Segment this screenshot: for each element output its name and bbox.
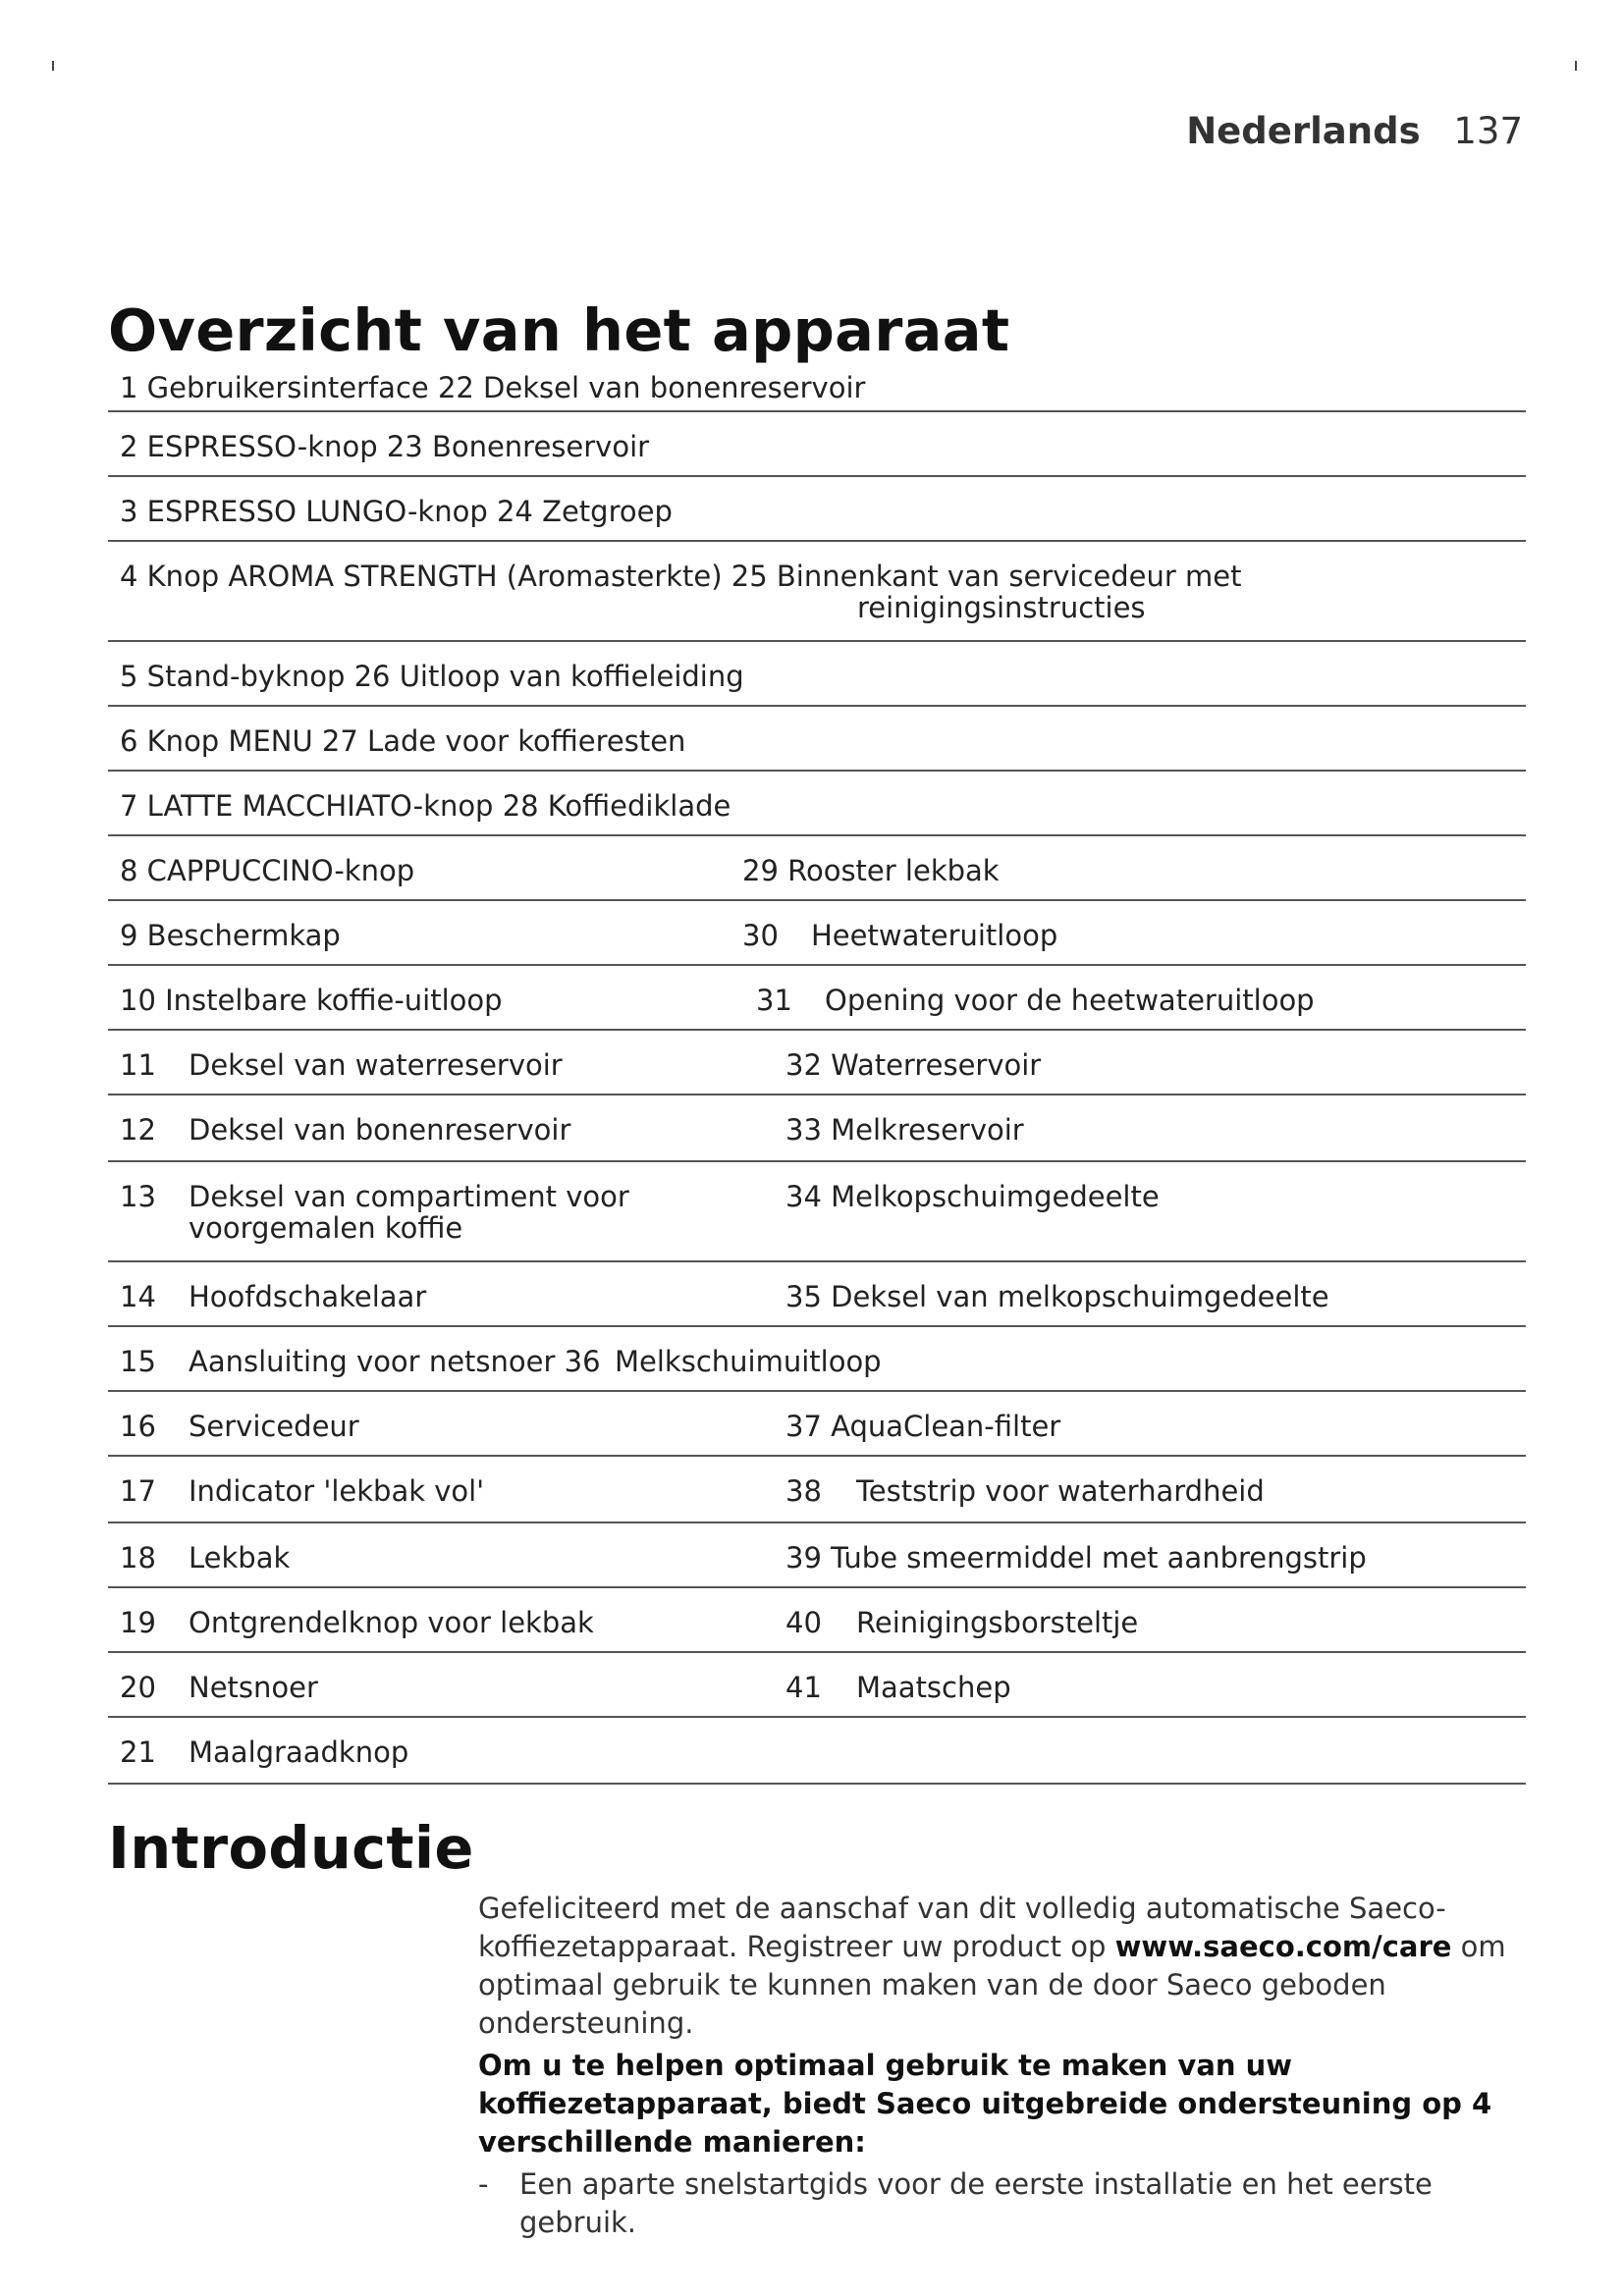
table-row (108, 371, 1526, 412)
table-cell: Opening voor de heetwateruitloop (825, 984, 1315, 1017)
table-cell: Netsnoer (189, 1671, 318, 1704)
table-cell: Deksel van compartiment voor (189, 1180, 629, 1213)
table-cell: 14 (120, 1280, 156, 1313)
table-cell: 30 (742, 919, 779, 952)
table-cell: 17 (120, 1474, 156, 1508)
table-cell: Reinigingsborsteltje (856, 1606, 1139, 1639)
table-cell: Maatschep (856, 1671, 1011, 1704)
bullet-dash: - (478, 2167, 489, 2201)
intro-paragraph (478, 1890, 1539, 2043)
table-row (108, 1392, 1526, 1457)
overview-title: Overzicht van het apparaat (108, 296, 1010, 364)
table-cell: 18 (120, 1541, 156, 1575)
table-row (108, 412, 1526, 477)
table-row (108, 1653, 1526, 1718)
page-header (1186, 110, 1523, 152)
table-cell: 12 (120, 1113, 156, 1147)
table-cell: Lekbak (189, 1541, 291, 1575)
crop-mark-right (1575, 61, 1577, 71)
table-cell: 11 (120, 1048, 156, 1082)
table-cell: Heetwateruitloop (811, 919, 1058, 952)
table-row (108, 836, 1526, 901)
table-cell: 5 Stand-byknop 26 Uitloop van koffieleiding (120, 660, 744, 693)
table-row (108, 477, 1526, 542)
intro-bold-paragraph: Om u te helpen optimaal gebruik te maken van uw koffiezetapparaat, biedt Saeco uitgebreide ondersteuning op 4 verschillende manieren: (478, 2049, 1492, 2159)
intro-link[interactable]: www.saeco.com/care (1114, 1930, 1452, 1963)
table-cell: 39 Tube smeermiddel met aanbrengstrip (785, 1541, 1367, 1575)
table-cell: 2 ESPRESSO-knop 23 Bonenreservoir (120, 430, 650, 463)
table-cell: 33 Melkreservoir (785, 1113, 1024, 1147)
intro-body (478, 1890, 1539, 2242)
table-cell: 8 CAPPUCCINO-knop (120, 854, 415, 887)
table-cell: 41 (785, 1671, 822, 1704)
table-cell: reinigingsinstructies (857, 591, 1146, 624)
table-row (108, 772, 1526, 836)
table-cell: 31 (756, 984, 792, 1017)
table-row (108, 901, 1526, 966)
table-cell: 15 (120, 1345, 156, 1378)
table-row (108, 707, 1526, 772)
table-cell: 13 (120, 1180, 156, 1213)
table-row (108, 966, 1526, 1031)
table-cell: voorgemalen koffie (189, 1211, 463, 1245)
table-cell: 9 Beschermkap (120, 919, 341, 952)
table-row (108, 1718, 1526, 1785)
intro-bullet (478, 2165, 1539, 2242)
table-cell: 10 Instelbare koffie-uitloop (120, 984, 503, 1017)
bullet-text: Een aparte snelstartgids voor de eerste installatie en het eerste gebruik. (519, 2167, 1433, 2239)
table-row (108, 1523, 1526, 1588)
table-cell: 38 (785, 1474, 822, 1508)
table-cell: Teststrip voor waterhardheid (856, 1474, 1265, 1508)
table-cell: 34 Melkopschuimgedeelte (785, 1180, 1160, 1213)
table-cell: Maalgraadknop (189, 1735, 409, 1769)
table-cell: Hoofdschakelaar (189, 1280, 427, 1313)
table-cell: Ontgrendelknop voor lekbak (189, 1606, 594, 1639)
table-cell: Indicator 'lekbak vol' (189, 1474, 485, 1508)
table-cell: Aansluiting voor netsnoer 36 (189, 1345, 601, 1378)
table-cell: 3 ESPRESSO LUNGO-knop 24 Zetgroep (120, 495, 673, 528)
table-cell: 7 LATTE MACCHIATO-knop 28 Koffiediklade (120, 789, 731, 823)
table-row (108, 1031, 1526, 1095)
overview-table (108, 371, 1526, 1785)
table-row (108, 542, 1526, 642)
table-cell: 29 Rooster lekbak (742, 854, 1000, 887)
header-language: Nederlands (1186, 110, 1421, 152)
page-number: 137 (1453, 110, 1523, 152)
table-row (108, 1162, 1526, 1262)
table-row (108, 1588, 1526, 1653)
table-cell: Servicedeur (189, 1410, 359, 1443)
table-cell: 32 Waterreservoir (785, 1048, 1042, 1082)
intro-text-after: om optimaal gebruik te kunnen maken van de door Saeco geboden ondersteuning. (478, 1930, 1506, 2040)
table-cell: Deksel van bonenreservoir (189, 1113, 571, 1147)
table-cell: 40 (785, 1606, 822, 1639)
table-cell: Deksel van waterreservoir (189, 1048, 563, 1082)
table-row (108, 1262, 1526, 1327)
table-row (108, 1457, 1526, 1523)
table-cell: 16 (120, 1410, 156, 1443)
table-row (108, 1327, 1526, 1392)
table-cell: 35 Deksel van melkopschuimgedeelte (785, 1280, 1329, 1313)
table-row (108, 642, 1526, 707)
table-cell: 6 Knop MENU 27 Lade voor koffieresten (120, 724, 686, 758)
table-cell: 19 (120, 1606, 156, 1639)
table-cell: Melkschuimuitloop (615, 1345, 882, 1378)
table-cell: 37 AquaClean-filter (785, 1410, 1061, 1443)
table-row (108, 1095, 1526, 1162)
intro-title: Introductie (108, 1814, 474, 1882)
table-cell: 21 (120, 1735, 156, 1769)
crop-mark-left (52, 61, 54, 71)
table-cell: 20 (120, 1671, 156, 1704)
table-cell: 1 Gebruikersinterface 22 Deksel van bonenreservoir (120, 371, 866, 404)
intro-text-before: Gefeliciteerd met de aanschaf van dit volledig automatische Saeco-koffiezetapparaat. Registreer uw product op (478, 1892, 1446, 1963)
table-cell: 4 Knop AROMA STRENGTH (Aromasterkte) 25 Binnenkant van servicedeur met (120, 560, 1242, 593)
